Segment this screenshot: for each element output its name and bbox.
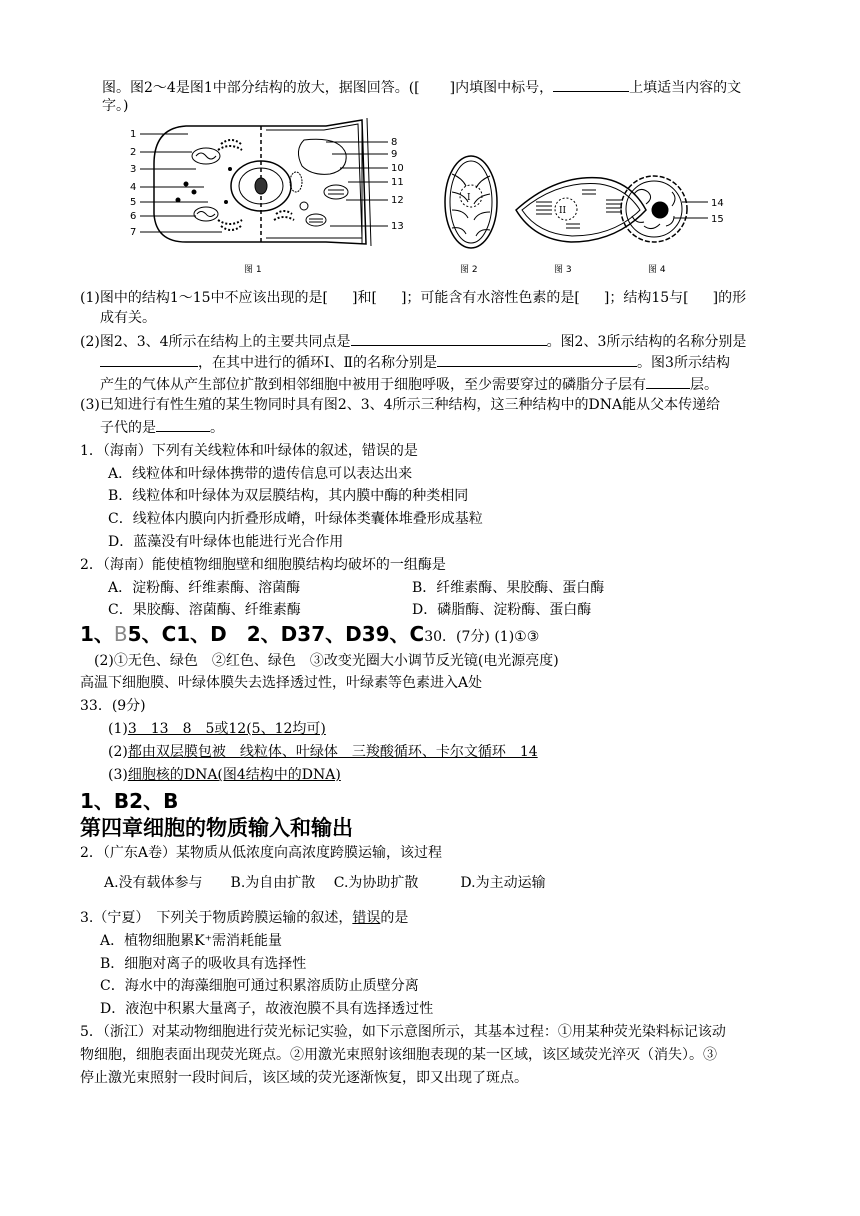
ch4-q5-line-2: 物细胞，细胞表面出现荧光斑点。②用激光束照射该细胞表现的某一区域，该区域荧光淬灭（消失）。③ — [80, 1047, 717, 1063]
fig1-label-8: 8 — [391, 137, 398, 148]
answer-30-part-3: 高温下细胞膜、叶绿体膜失去选择透过性，叶绿素等色素进入A处 — [80, 675, 483, 691]
mc2-option-a: A．淀粉酶、纤维素酶、溶菌酶 — [108, 580, 301, 596]
fig3-caption: 图 3 — [554, 265, 572, 275]
ch4-q3-stem: 3.（宁夏） 下列关于物质跨膜运输的叙述，错误的是 — [80, 910, 409, 926]
figure-2 — [445, 156, 497, 248]
question-2-line-2: ，在其中进行的循环Ⅰ、Ⅱ的名称分别是 。图3所示结构 — [100, 352, 730, 372]
fig1-label-6: 6 — [130, 211, 137, 222]
fig1-label-4: 4 — [130, 182, 137, 193]
answer-33-title: 33．(9分) — [80, 698, 146, 714]
fill-blank — [553, 77, 629, 92]
answer-33-part-3: (3)细胞核的DNA(图4结构中的DNA) — [108, 767, 341, 783]
fig1-label-3: 3 — [130, 164, 137, 175]
figure-1 — [140, 118, 388, 246]
mc1-stem: 1．（海南）下列有关线粒体和叶绿体的叙述，错误的是 — [80, 443, 418, 459]
fig2-caption: 图 2 — [460, 265, 478, 275]
ch4-q3-option-c: C．海水中的海藻细胞可通过积累溶质防止质壁分离 — [100, 978, 419, 994]
question-1-line-1: (1)图中的结构1～15中不应该出现的是[ ]和[ ]；可能含有水溶性色素的是[ ]；结构15与[ ]的形 — [80, 290, 747, 306]
answers-line-2: 1、B2、B — [80, 789, 179, 813]
figure-4 — [621, 176, 708, 242]
mc2-option-c: C．果胶酶、溶菌酶、纤维素酶 — [108, 602, 301, 618]
answer-33-part-1: (1)3 13 8 5或12(5、12均可) — [108, 721, 326, 737]
fig2-roman-label: I — [467, 193, 471, 203]
intro-text-c: 上填适当内容的文 — [629, 80, 742, 96]
fig1-label-11: 11 — [391, 177, 404, 188]
mc2-option-d: D．磷脂酶、淀粉酶、蛋白酶 — [412, 602, 592, 618]
ch4-q3-option-d: D．液泡中积累大量离子，故液泡膜不具有选择透过性 — [100, 1001, 434, 1017]
question-2-line-1: (2)图2、3、4所示在结构上的主要共同点是 。图2、3所示结构的名称分别是 — [80, 331, 746, 351]
ch4-q3-option-a: A．植物细胞累K⁺需消耗能量 — [100, 933, 282, 949]
answer-30-part-2: (2)①无色、绿色 ②红色、绿色 ③改变光圈大小调节反光镜(电光源亮度) — [94, 653, 559, 669]
fig1-label-9: 9 — [391, 149, 398, 160]
fig1-label-10: 10 — [391, 163, 404, 174]
fig1-label-7: 7 — [130, 227, 137, 238]
question-3-line-2: 子代的是 。 — [100, 417, 224, 437]
ch4-q5-line-1: 5．（浙江）对某动物细胞进行荧光标记实验，如下示意图所示，其基本过程：①用某种荧光染料标记该动 — [80, 1024, 726, 1040]
intro-line-2: 字。) — [102, 98, 129, 114]
ch4-q3-option-b: B．细胞对离子的吸收具有选择性 — [100, 956, 307, 972]
fig3-roman-label: II — [559, 206, 567, 216]
fig1-label-1: 1 — [130, 129, 137, 140]
cell-diagram-figure — [126, 114, 731, 280]
fig1-label-12: 12 — [391, 195, 404, 206]
ch4-q5-line-3: 停止激光束照射一段时间后，该区域的荧光逐渐恢复，即又出现了斑点。 — [80, 1070, 528, 1086]
answer-33-part-2: (2)都由双层膜包被 线粒体、叶绿体 三羧酸循环、卡尔文循环 14 — [108, 744, 538, 760]
fig1-label-2: 2 — [130, 147, 137, 158]
fig1-label-5: 5 — [130, 197, 137, 208]
question-3-line-1: (3)已知进行有性生殖的某生物同时具有图2、3、4所示三种结构，这三种结构中的DNA能从父本传递给 — [80, 397, 721, 413]
mc1-option-d: D．蓝藻没有叶绿体也能进行光合作用 — [108, 534, 344, 550]
mc2-stem: 2．（海南）能使植物细胞壁和细胞膜结构均破坏的一组酶是 — [80, 557, 446, 573]
mc2-option-b: B．纤维素酶、果胶酶、蛋白酶 — [412, 580, 605, 596]
answers-line-1: 1、B5、C1、D 2、D37、D39、C30．(7分) (1)①③ — [80, 622, 540, 646]
mc1-option-b: B．线粒体和叶绿体为双层膜结构，其内膜中酶的种类相同 — [108, 488, 469, 504]
ch4-q2-stem: 2．（广东A卷）某物质从低浓度向高浓度跨膜运输，该过程 — [80, 845, 443, 861]
fig1-caption: 图 1 — [244, 265, 262, 275]
chapter-heading: 第四章细胞的物质输入和输出 — [80, 816, 353, 840]
question-1-line-2: 成有关。 — [100, 310, 156, 326]
fig4-label-15: 15 — [711, 214, 724, 225]
mc1-option-a: A．线粒体和叶绿体携带的遗传信息可以表达出来 — [108, 466, 413, 482]
mc1-option-c: C．线粒体内膜向内折叠形成嵴，叶绿体类囊体堆叠形成基粒 — [108, 511, 483, 527]
intro-text-a: 图。图2～4是图1中部分结构的放大，据图回答。([ — [102, 80, 420, 96]
fig4-label-14: 14 — [711, 198, 724, 209]
fig4-caption: 图 4 — [648, 265, 666, 275]
question-2-line-3: 产生的气体从产生部位扩散到相邻细胞中被用于细胞呼吸，至少需要穿过的磷脂分子层有 层。 — [100, 374, 718, 394]
intro-line-1 — [102, 77, 741, 97]
intro-text-b: ]内填图中标号， — [449, 80, 554, 96]
ch4-q2-options: A.没有载体参与 B.为自由扩散 C.为协助扩散 D.为主动运输 — [104, 875, 546, 891]
fig1-label-13: 13 — [391, 221, 404, 232]
